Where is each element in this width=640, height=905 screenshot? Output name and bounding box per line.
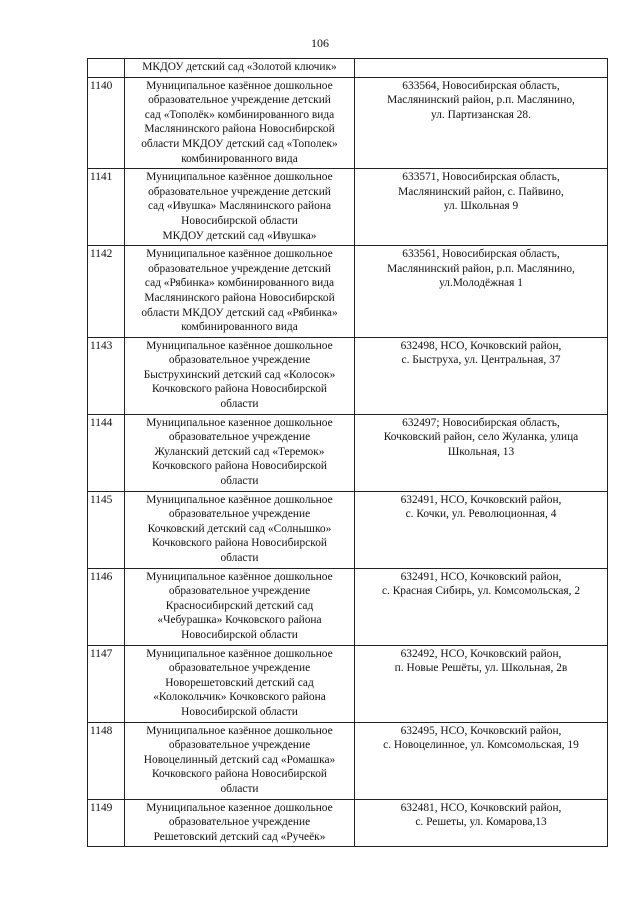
institution-name-line: Муниципальное казённое дошкольное (146, 570, 333, 583)
institution-name-line: Жуланский детский сад «Теремок» (154, 445, 325, 458)
address-cell (355, 722, 608, 799)
table-row (88, 568, 608, 645)
institution-name-line: образовательное учреждение (168, 662, 311, 675)
institution-name-line: сад «Тополёк» комбинированного вида (144, 108, 335, 121)
table-row (88, 59, 608, 78)
institution-name-line: Новосибирской области (181, 705, 298, 718)
institution-name-line: Новосибирской области (181, 628, 298, 641)
address-line: 632491, НСО, Кочковский район, (400, 570, 562, 583)
table-row (88, 491, 608, 568)
institution-name-cell (125, 337, 355, 414)
row-number: 1141 (88, 169, 125, 246)
address-cell (355, 799, 608, 847)
institution-name-line: образовательное учреждение детский (148, 185, 331, 198)
page-number: 106 (311, 36, 329, 50)
institution-name-cell (125, 414, 355, 491)
row-number: 1147 (88, 645, 125, 722)
institution-name-line: Новоцелинный детский сад «Ромашка» (143, 753, 336, 766)
institution-name-line: Муниципальное казённое дошкольное (146, 79, 333, 92)
table-row (88, 337, 608, 414)
institution-name-line: Кочковского района Новосибирской (151, 460, 328, 473)
institution-name-cell (125, 645, 355, 722)
address-cell (355, 568, 608, 645)
institution-name-line: Муниципальное казённое дошкольное (146, 724, 333, 737)
institution-name-line: Маслянинского района Новосибирской (144, 123, 335, 136)
address-cell (355, 414, 608, 491)
institution-name-line: Муниципальное казенное дошкольное (146, 801, 333, 814)
address-line: с. Новоцелинное, ул. Комсомольская, 19 (383, 739, 579, 752)
institution-name-cell (125, 246, 355, 338)
institution-name-line: Муниципальное казенное дошкольное (146, 416, 333, 429)
row-number: 1148 (88, 722, 125, 799)
address-line: ул. Партизанская 28. (431, 108, 531, 121)
address-line: с. Кочки, ул. Революционная, 4 (405, 508, 557, 521)
address-line: 632497; Новосибирская область, (402, 416, 560, 429)
row-number: 1146 (88, 568, 125, 645)
address-line: 633571, Новосибирская область, (402, 171, 560, 184)
institution-name-line: области (220, 782, 259, 795)
address-line: 632491, НСО, Кочковский район, (400, 493, 562, 506)
institution-name-line: Муниципальное казённое дошкольное (146, 339, 333, 352)
address-line: ул.Молодёжная 1 (439, 277, 523, 290)
institution-name-line: образовательное учреждение (168, 431, 311, 444)
registry-table-body (88, 59, 608, 847)
institution-name-line: сад «Рябинка» комбинированного вида (144, 277, 335, 290)
table-row (88, 77, 608, 169)
institution-name-line: Муниципальное казённое дошкольное (146, 248, 333, 261)
address-line: 632495, НСО, Кочковский район, (400, 724, 562, 737)
institution-name-line: Кочковского района Новосибирской (151, 537, 328, 550)
institution-name-line: Решетовский детский сад «Ручеёк» (153, 830, 326, 843)
institution-name-line: образовательное учреждение (168, 585, 311, 598)
institution-name-line: Муниципальное казённое дошкольное (146, 647, 333, 660)
row-number: 1142 (88, 246, 125, 338)
row-number: 1145 (88, 491, 125, 568)
institution-name-line: Муниципальное казённое дошкольное (146, 493, 333, 506)
row-number (88, 59, 125, 78)
institution-name-line: комбинированного вида (181, 321, 298, 334)
address-line: с. Решеты, ул. Комарова,13 (415, 816, 547, 829)
institution-name-line: комбинированного вида (181, 152, 298, 165)
address-line: ул. Школьная 9 (443, 200, 519, 213)
institution-name-line: МКДОУ детский сад «Золотой ключик» (142, 61, 337, 73)
institution-name-cell (125, 169, 355, 246)
address-line: 632492, НСО, Кочковский район, (400, 647, 562, 660)
row-number: 1149 (88, 799, 125, 847)
address-line: Маслянинский район, р.п. Маслянино, (387, 262, 575, 275)
address-line: Маслянинский район, с. Пайвино, (398, 185, 564, 198)
institution-name-line: Муниципальное казённое дошкольное (146, 171, 333, 184)
table-row (88, 169, 608, 246)
institution-name-cell (125, 568, 355, 645)
institution-name-line: образовательное учреждение (168, 508, 311, 521)
institution-name-line: Быструхинский детский сад «Колосок» (143, 368, 336, 381)
institution-name-cell (125, 799, 355, 847)
table-row (88, 645, 608, 722)
institution-name-line: образовательное учреждение (168, 816, 311, 829)
institution-name-line: образовательное учреждение (168, 354, 311, 367)
address-line: 632481, НСО, Кочковский район, (400, 801, 562, 814)
institution-name-cell (125, 491, 355, 568)
institution-name-cell (125, 77, 355, 169)
institution-name-line: Новорешетовский детский сад (165, 676, 314, 689)
institution-name-line: образовательное учреждение (168, 739, 311, 752)
address-line: с. Красная Сибирь, ул. Комсомольская, 2 (381, 585, 581, 598)
institution-name-line: Новосибирской области (181, 214, 298, 227)
registry-table (87, 58, 608, 847)
institution-name-cell (125, 722, 355, 799)
institution-name-line: сад «Ивушка» Маслянинского района (147, 200, 331, 213)
address-cell (355, 59, 608, 78)
address-line: 632498, НСО, Кочковский район, (400, 339, 562, 352)
address-cell (355, 246, 608, 338)
address-cell (355, 337, 608, 414)
institution-name-line: Кочковского района Новосибирской (151, 768, 328, 781)
institution-name-line: образовательное учреждение детский (148, 94, 331, 107)
row-number: 1140 (88, 77, 125, 169)
institution-name-cell (125, 59, 355, 78)
table-row (88, 246, 608, 338)
institution-name-line: «Чебурашка» Кочковского района (157, 614, 322, 627)
institution-name-line: области (220, 475, 259, 488)
table-row (88, 722, 608, 799)
institution-name-line: «Колокольчик» Кочковского района (153, 691, 326, 704)
row-number: 1144 (88, 414, 125, 491)
institution-name-line: области МКДОУ детский сад «Тополек» (141, 137, 338, 150)
address-cell (355, 491, 608, 568)
address-line: 633564, Новосибирская область, (402, 79, 560, 92)
institution-name-line: МКДОУ детский сад «Ивушка» (162, 229, 317, 242)
address-line: Маслянинский район, р.п. Маслянино, (387, 94, 575, 107)
address-line: Кочковский район, село Жуланка, улица (383, 431, 579, 444)
address-line: п. Новые Решёты, ул. Школьная, 2в (394, 662, 568, 675)
address-cell (355, 77, 608, 169)
institution-name-line: области (220, 398, 259, 411)
institution-name-line: Маслянинского района Новосибирской (144, 291, 335, 304)
address-line: 633561, Новосибирская область, (402, 248, 560, 261)
row-number: 1143 (88, 337, 125, 414)
address-line: с. Быструха, ул. Центральная, 37 (401, 354, 561, 367)
institution-name-line: Красносибирский детский сад (165, 599, 314, 612)
address-cell (355, 645, 608, 722)
table-row (88, 414, 608, 491)
address-line: Школьная, 13 (447, 445, 515, 458)
institution-name-line: образовательное учреждение детский (148, 262, 331, 275)
institution-name-line: Кочковского района Новосибирской (151, 383, 328, 396)
table-row (88, 799, 608, 847)
institution-name-line: Кочковский детский сад «Солнышко» (147, 522, 332, 535)
institution-name-line: области МКДОУ детский сад «Рябинка» (141, 306, 338, 319)
address-cell (355, 169, 608, 246)
institution-name-line: области (220, 552, 259, 564)
